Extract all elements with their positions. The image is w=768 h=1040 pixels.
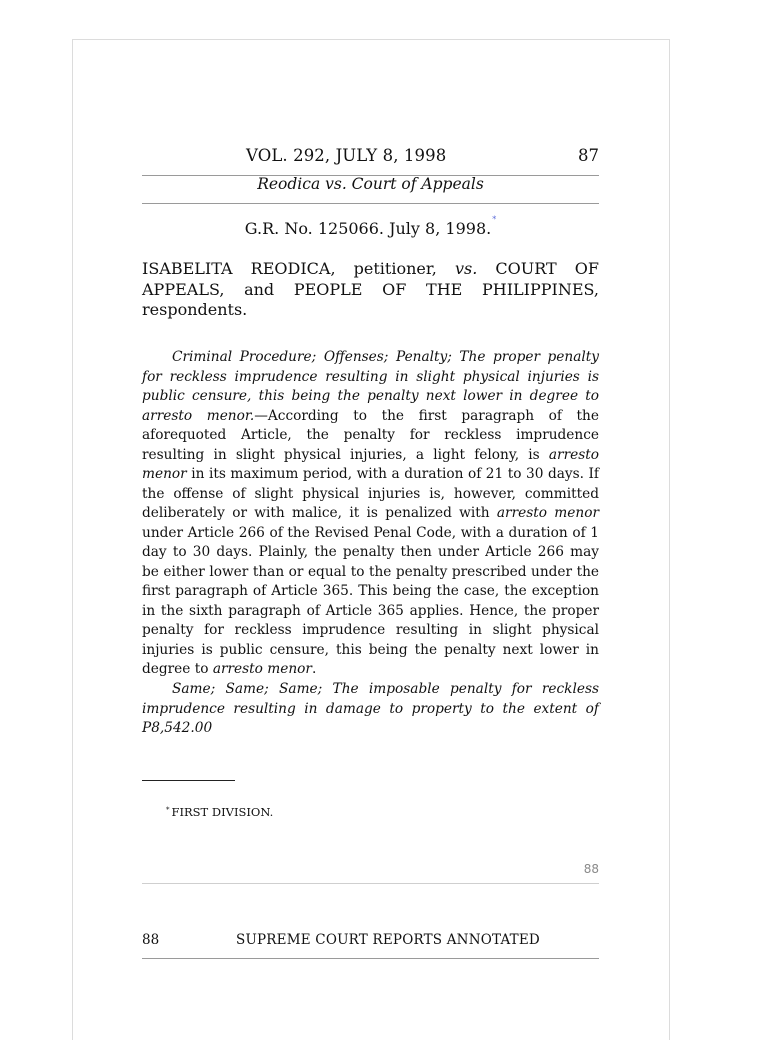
next-page-header-rule	[142, 958, 599, 959]
syllabus-1-heading: Criminal Procedure; Offenses; Penalty; The proper penalty for reckless imprudence resulting in slight physical injuries is public censure, this being the penalty next lower in degree to arresto menor.	[142, 349, 599, 424]
syllabus-1-term-2: arresto menor	[496, 505, 599, 521]
footnote-separator	[142, 780, 235, 781]
footnote-mark: *	[166, 806, 170, 814]
parties-rest: COURT OF APPEALS, and PEOPLE OF THE PHILIPPINES, respondents.	[142, 259, 600, 319]
page-marker: 88	[583, 862, 599, 876]
syllabus-1-text-c: under Article 266 of the Revised Penal Code, with a duration of 1 day to 30 days. Plainly, the penalty then under Article 266 may be either lower than or equal to the penalty prescribed under the first paragraph of Article 365. This being the case, the exception in the sixth paragraph of Article 365 applies. Hence, the proper penalty for reckless imprudence resulting in slight physical injuries is public censure, this being the penalty next lower in degree to	[142, 524, 599, 677]
case-number-text: G.R. No. 125066. July 8, 1998.	[244, 219, 492, 238]
syllabus-paragraph-2: Same; Same; Same; The imposable penalty for reckless imprudence resulting in damage to property to the extent of P8,542.00	[142, 681, 599, 736]
syllabus-1-text-d: .	[311, 661, 317, 677]
parties-lead: ISABELITA REODICA, petitioner,	[142, 259, 455, 278]
next-page-number: 88	[142, 932, 160, 948]
footnote-text: FIRST DIVISION.	[171, 805, 274, 819]
footnote	[166, 805, 273, 819]
running-header-page-number: 87	[578, 146, 599, 165]
case-parties	[142, 259, 599, 321]
parties-vs: vs.	[454, 259, 478, 278]
syllabus-1-text-b: in its maximum period, with a duration of 21 to 30 days. If the offense of slight physical injuries is, however, committed deliberately or with malice, it is penalized with	[142, 466, 599, 521]
syllabus-1-term-1: arresto menor	[142, 446, 599, 482]
syllabus-1-term-3: arresto menor	[212, 661, 312, 677]
page-break-rule	[142, 883, 599, 884]
running-header-volume: VOL. 292, JULY 8, 1998	[246, 146, 447, 165]
running-header-case-title: Reodica vs. Court of Appeals	[257, 175, 484, 193]
syllabus-1-text-a: —According to the first paragraph of the aforequoted Article, the penalty for reckless imprudence resulting in slight physical injuries, a light felony, is	[142, 407, 599, 463]
footnote-reference-link[interactable]: *	[492, 215, 497, 224]
syllabus-paragraph-1	[142, 348, 599, 680]
header-rule-bottom	[142, 203, 599, 204]
case-number	[142, 215, 599, 238]
next-page-running-title: SUPREME COURT REPORTS ANNOTATED	[236, 932, 540, 948]
